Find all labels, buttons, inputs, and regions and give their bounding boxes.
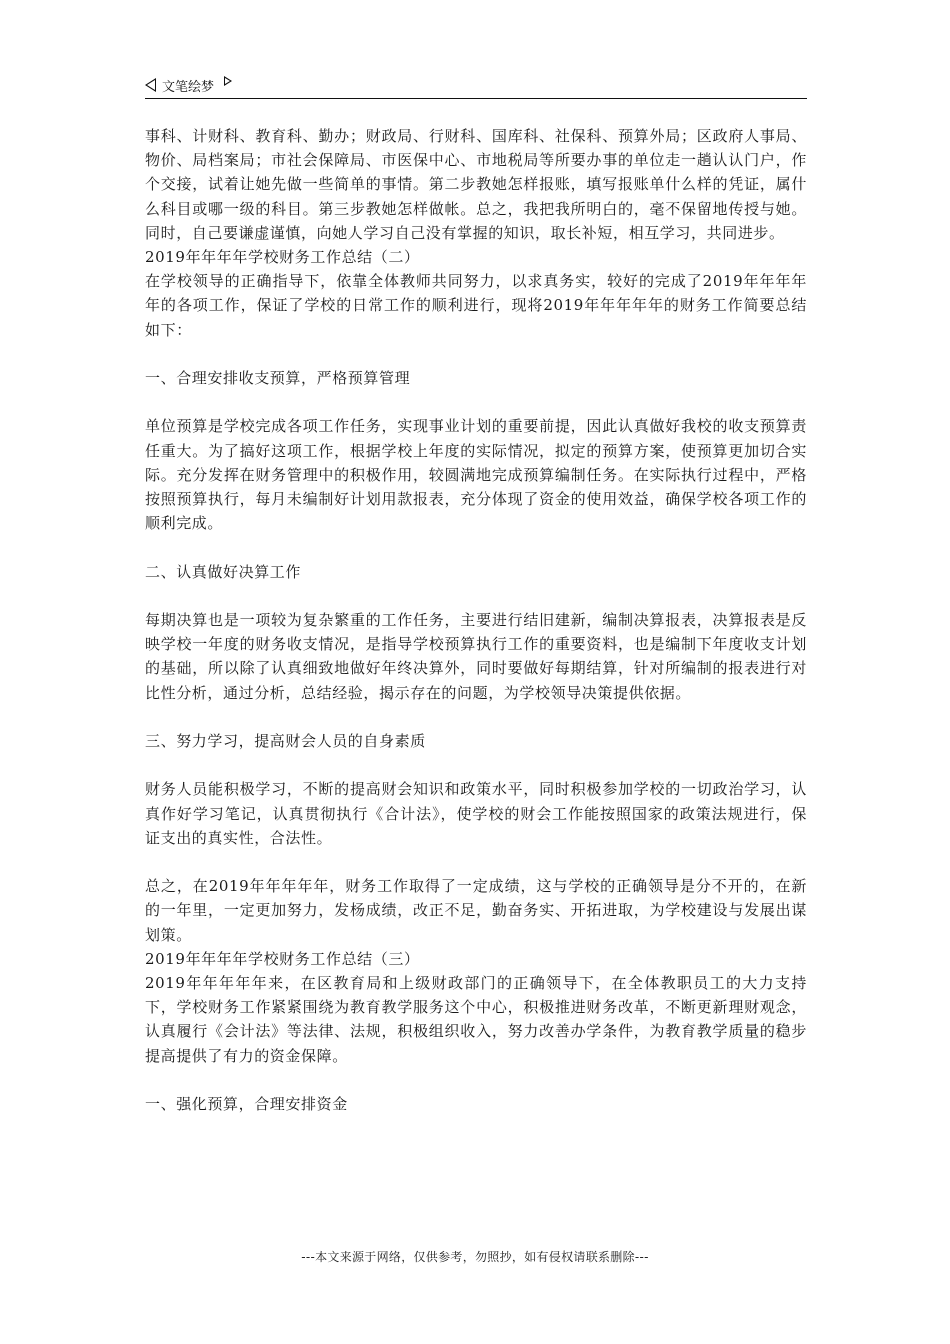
- triangle-right-icon: [224, 76, 232, 86]
- paragraph: 2019年年年年年来，在区教育局和上级财政部门的正确领导下，在全体教职员工的大力支持下，学校财务工作紧紧围绕为教育教学服务这个中心，积极推进财务改革，不断更新理财观念，认真履行《会计法》等法律、法规，积极组织收入，努力改善办学条件，为教育教学质量的稳步提高提供了有力的资金保障。: [145, 974, 807, 1065]
- paragraph: 每期决算也是一项较为复杂繁重的工作任务，主要进行结旧建新，编制决算报表，决算报表是反映学校一年度的财务收支情况，是指导学校预算执行工作的重要资料，也是编制下年度收支计划的基础，所以除了认真细致地做好年终决算外，同时要做好每期结算，针对所编制的报表进行对比性分析，通过分析，总结经验，揭示存在的问题，为学校领导决策提供依据。: [145, 611, 807, 702]
- page-header: [145, 74, 807, 98]
- section-heading: 二、认真做好决算工作: [145, 562, 302, 581]
- paragraph: 财务人员能积极学习，不断的提高财会知识和政策水平，同时积极参加学校的一切政治学习，认真作好学习笔记，认真贯彻执行《合计法》，使学校的财会工作能按照国家的政策法规进行，保证支出的真实性，合法性。: [145, 780, 807, 847]
- section-title: 2019年年年年学校财务工作总结（二）: [145, 248, 420, 267]
- document-body: [145, 124, 807, 1116]
- spacer: [145, 342, 807, 366]
- spacer: [145, 1068, 807, 1092]
- section-heading: 一、合理安排收支预算，严格预算管理: [145, 369, 411, 388]
- spacer: [145, 705, 807, 729]
- spacer: [145, 850, 807, 874]
- brand-logo: [145, 74, 232, 96]
- brand-name: 文笔绘梦: [162, 79, 215, 95]
- header-divider: [145, 98, 807, 99]
- spacer: [145, 390, 807, 414]
- paragraph: 单位预算是学校完成各项工作任务，实现事业计划的重要前提，因此认真做好我校的收支预算责任重大。为了搞好这项工作，根据学校上年度的实际情况，拟定的预算方案，使预算更加切合实际。充分发挥在财务管理中的积极作用，较圆满地完成预算编制任务。在实际执行过程中，严格按照预算执行，每月未编制好计划用款报表，充分体现了资金的使用效益，确保学校各项工作的顺利完成。: [145, 417, 807, 533]
- section-heading: 三、努力学习，提高财会人员的自身素质: [145, 732, 426, 750]
- spacer: [145, 535, 807, 559]
- spacer: [145, 584, 807, 608]
- footer-notice: ---本文来源于网络，仅供参考，勿照抄，如有侵权请联系删除---: [301, 1250, 649, 1264]
- paragraph: 在学校领导的正确指导下，依靠全体教师共同努力，以求真务实，较好的完成了2019年年年年年的各项工作，保证了学校的日常工作的顺利进行，现将2019年年年年年的财务工作简要总结如下：: [145, 272, 807, 339]
- spacer: [145, 753, 807, 777]
- section-title: 2019年年年年学校财务工作总结（三）: [145, 949, 420, 968]
- section-heading: 一、强化预算，合理安排资金: [145, 1095, 348, 1113]
- triangle-left-icon: [145, 78, 156, 92]
- paragraph: 事科、计财科、教育科、勤办；财政局、行财科、国库科、社保科、预算外局；区政府人事局、物价、局档案局；市社会保障局、市医保中心、市地税局等所要办事的单位走一趟认认门户，作个交接，试着让她先做一些简单的事情。第二步教她怎样报账，填写报账单什么样的凭证，属什么科目或哪一级的科目。第三步教她怎样做帐。总之，我把我所明白的，毫不保留地传授与她。同时，自己要谦虚谨慎，向她人学习自己没有掌握的知识，取长补短，相互学习，共同进步。: [145, 127, 807, 242]
- paragraph: 总之，在2019年年年年年，财务工作取得了一定成绩，这与学校的正确领导是分不开的，在新的一年里，一定更加努力，发杨成绩，改正不足，勤奋务实、开拓进取，为学校建设与发展出谋划策。: [145, 877, 807, 944]
